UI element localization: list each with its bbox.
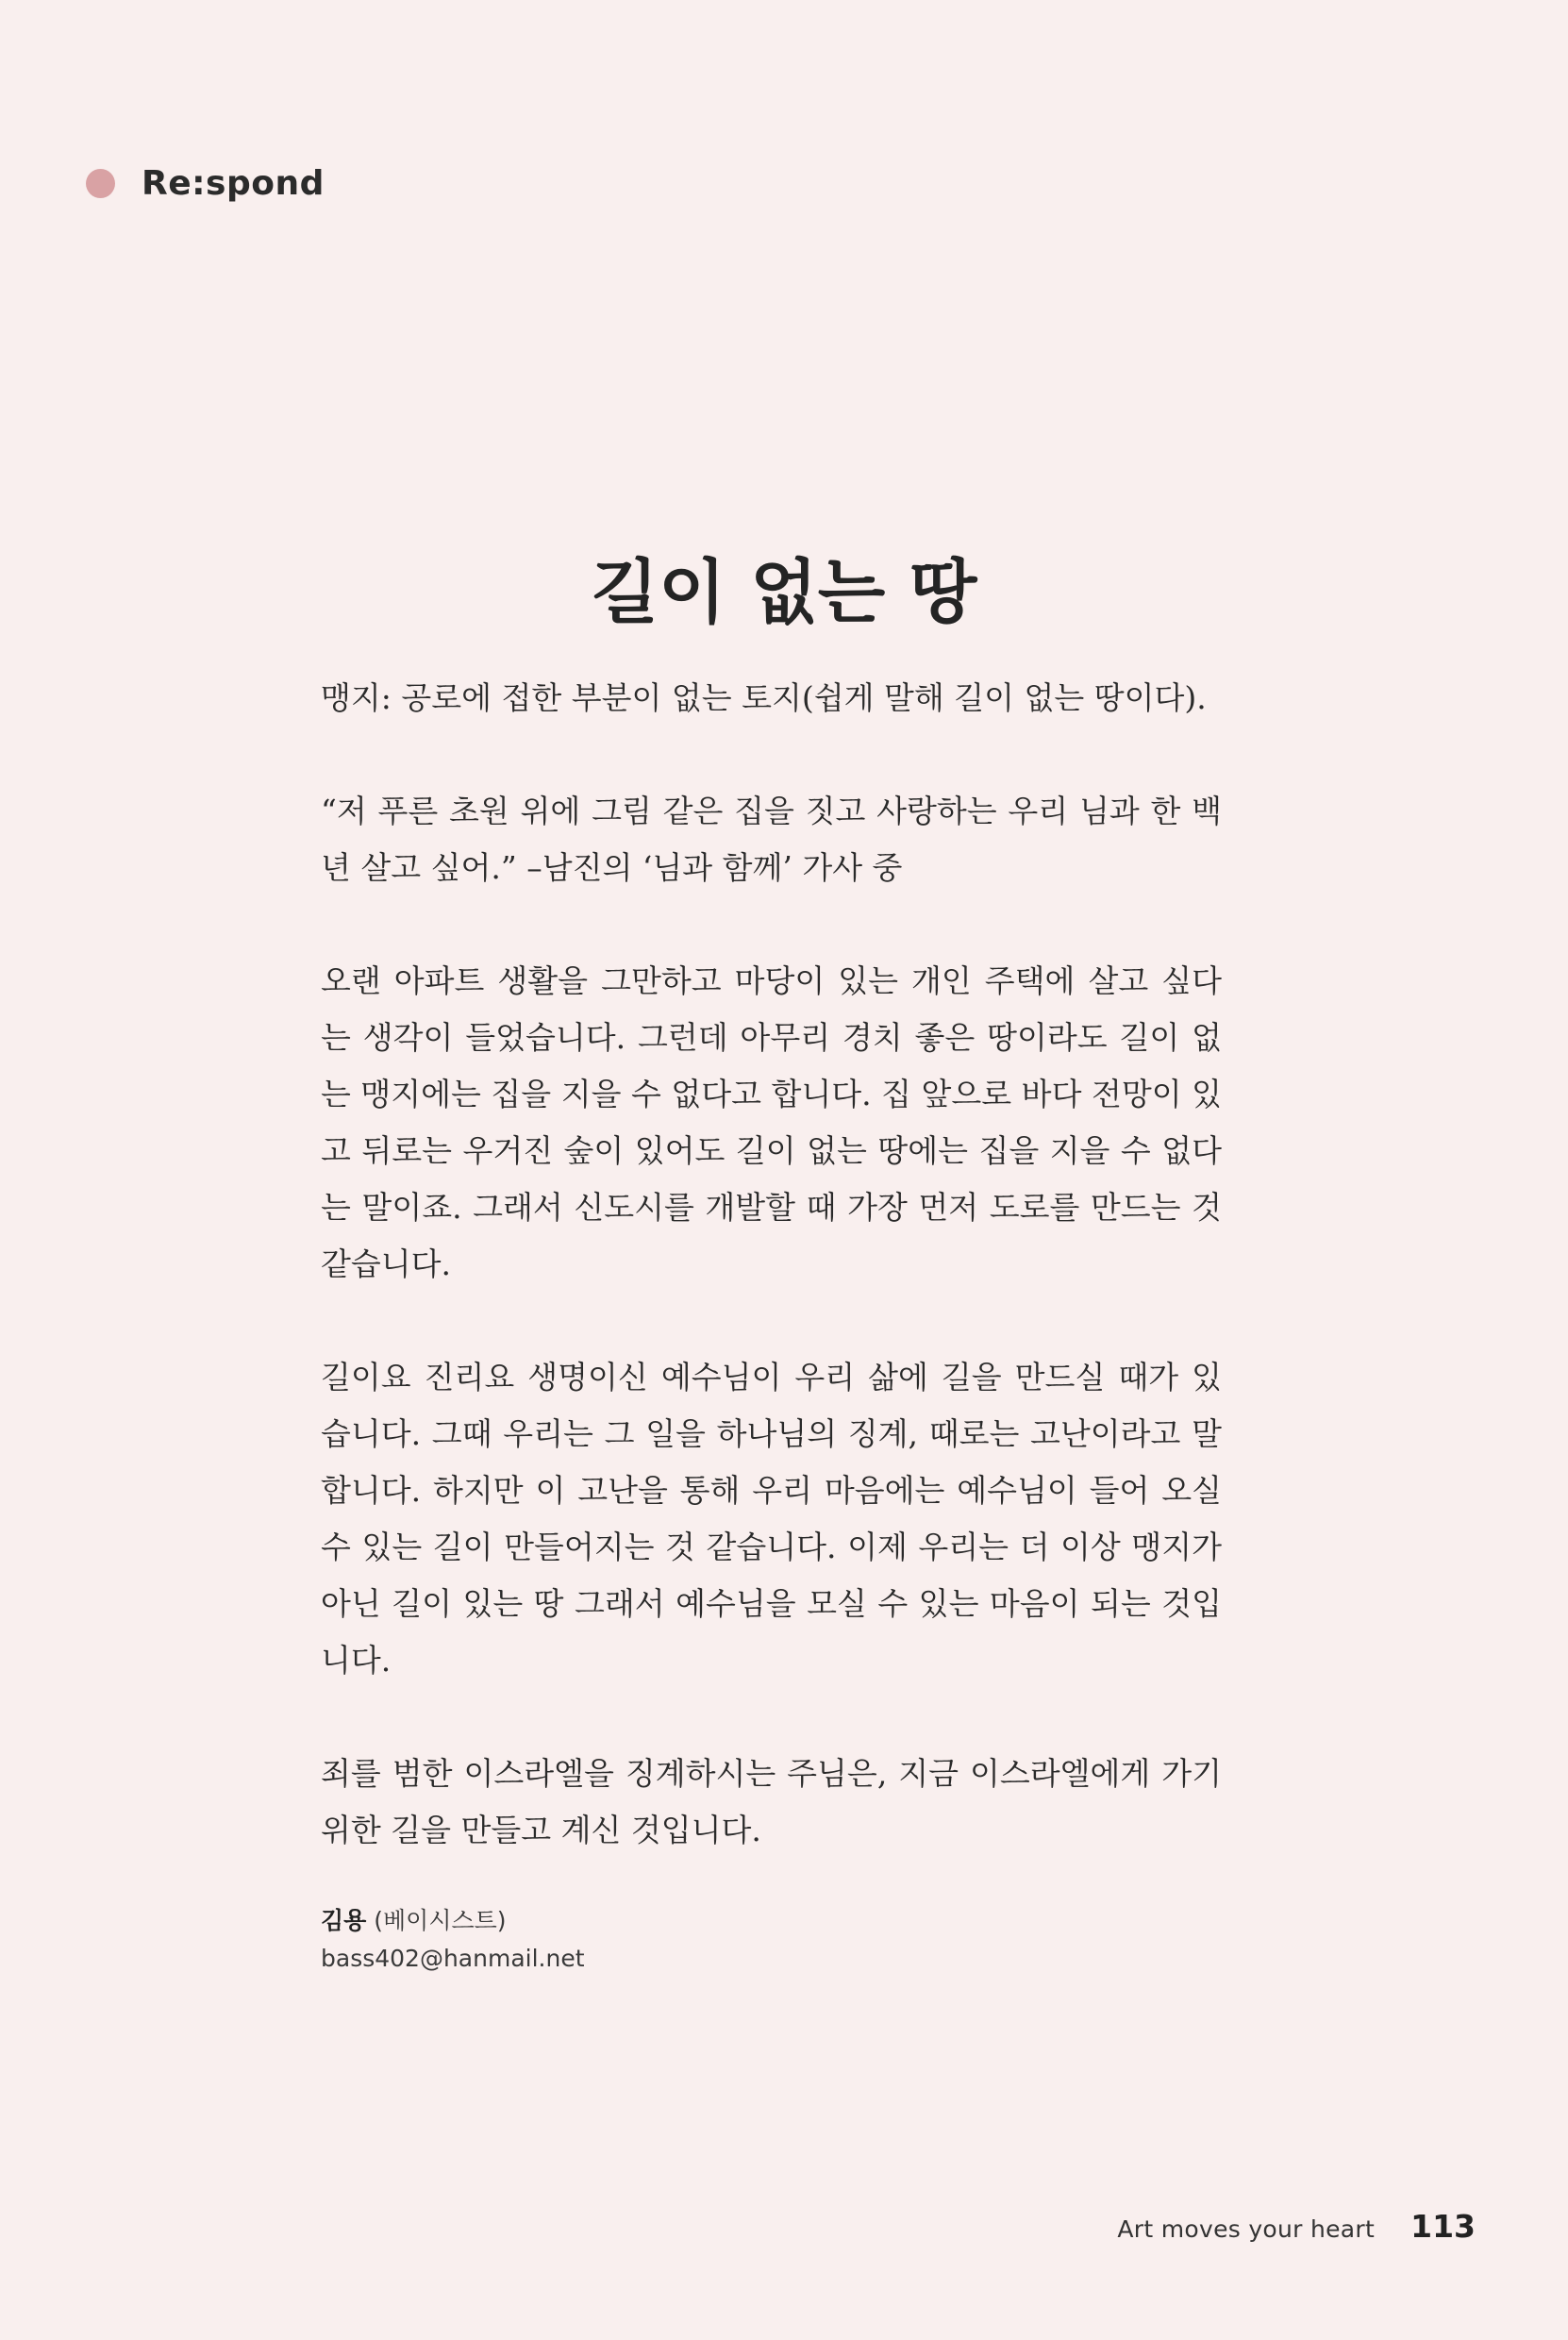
paragraph-israel: 죄를 범한 이스라엘을 징계하시는 주님은, 지금 이스라엘에게 가기 위한 길을 만들고 계신 것입니다. (321, 1755, 1222, 1848)
author-block (321, 1902, 585, 1978)
paragraph-house: 오랜 아파트 생활을 그만하고 마당이 있는 개인 주택에 살고 싶다는 생각이 들었습니다. 그런데 아무리 경치 좋은 땅이라도 길이 없는 맹지에는 집을 지을 수 없다고 합니다. 집 앞으로 바다 전망이 있고 뒤로는 우거진 숲이 있어도 길이 없는 땅에는 집을 지을 수 없다는 말이죠. 그래서 신도시를 개발할 때 가장 먼저 도로를 만드는 것 같습니다. (321, 962, 1222, 1282)
paragraph-lyrics-quote: “저 푸른 초원 위에 그림 같은 집을 짓고 사랑하는 우리 님과 한 백년 살고 싶어.” –남진의 ‘님과 함께’ 가사 중 (321, 793, 1222, 886)
section-dot-icon (86, 169, 115, 198)
author-name: 김용 (321, 1907, 367, 1934)
footer-tagline: Art moves your heart (1117, 2215, 1376, 2243)
page-number: 113 (1410, 2208, 1476, 2245)
article-title: 길이 없는 땅 (591, 551, 977, 633)
section-label: Re:spond (142, 163, 325, 203)
paragraph-jesus-way: 길이요 진리요 생명이신 예수님이 우리 삶에 길을 만드실 때가 있습니다. 그때 우리는 그 일을 하나님의 징계, 때로는 고난이라고 말합니다. 하지만 이 고난을 통해 우리 마음에는 예수님이 들어 오실 수 있는 길이 만들어지는 것 같습니다. 이제 우리는 더 이상 맹지가 아닌 길이 있는 땅 그래서 예수님을 모실 수 있는 마음이 되는 것입니다. (321, 1359, 1222, 1679)
paragraph-definition: 맹지: 공로에 접한 부분이 없는 토지(쉽게 말해 길이 없는 땅이다). (321, 679, 1207, 716)
article-body (321, 670, 1222, 1859)
author-role: (베이시스트) (374, 1907, 507, 1934)
section-header (86, 160, 325, 206)
page-footer (1117, 2208, 1476, 2245)
author-line (321, 1902, 585, 1940)
author-email[interactable]: bass402@hanmail.net (321, 1945, 585, 1972)
